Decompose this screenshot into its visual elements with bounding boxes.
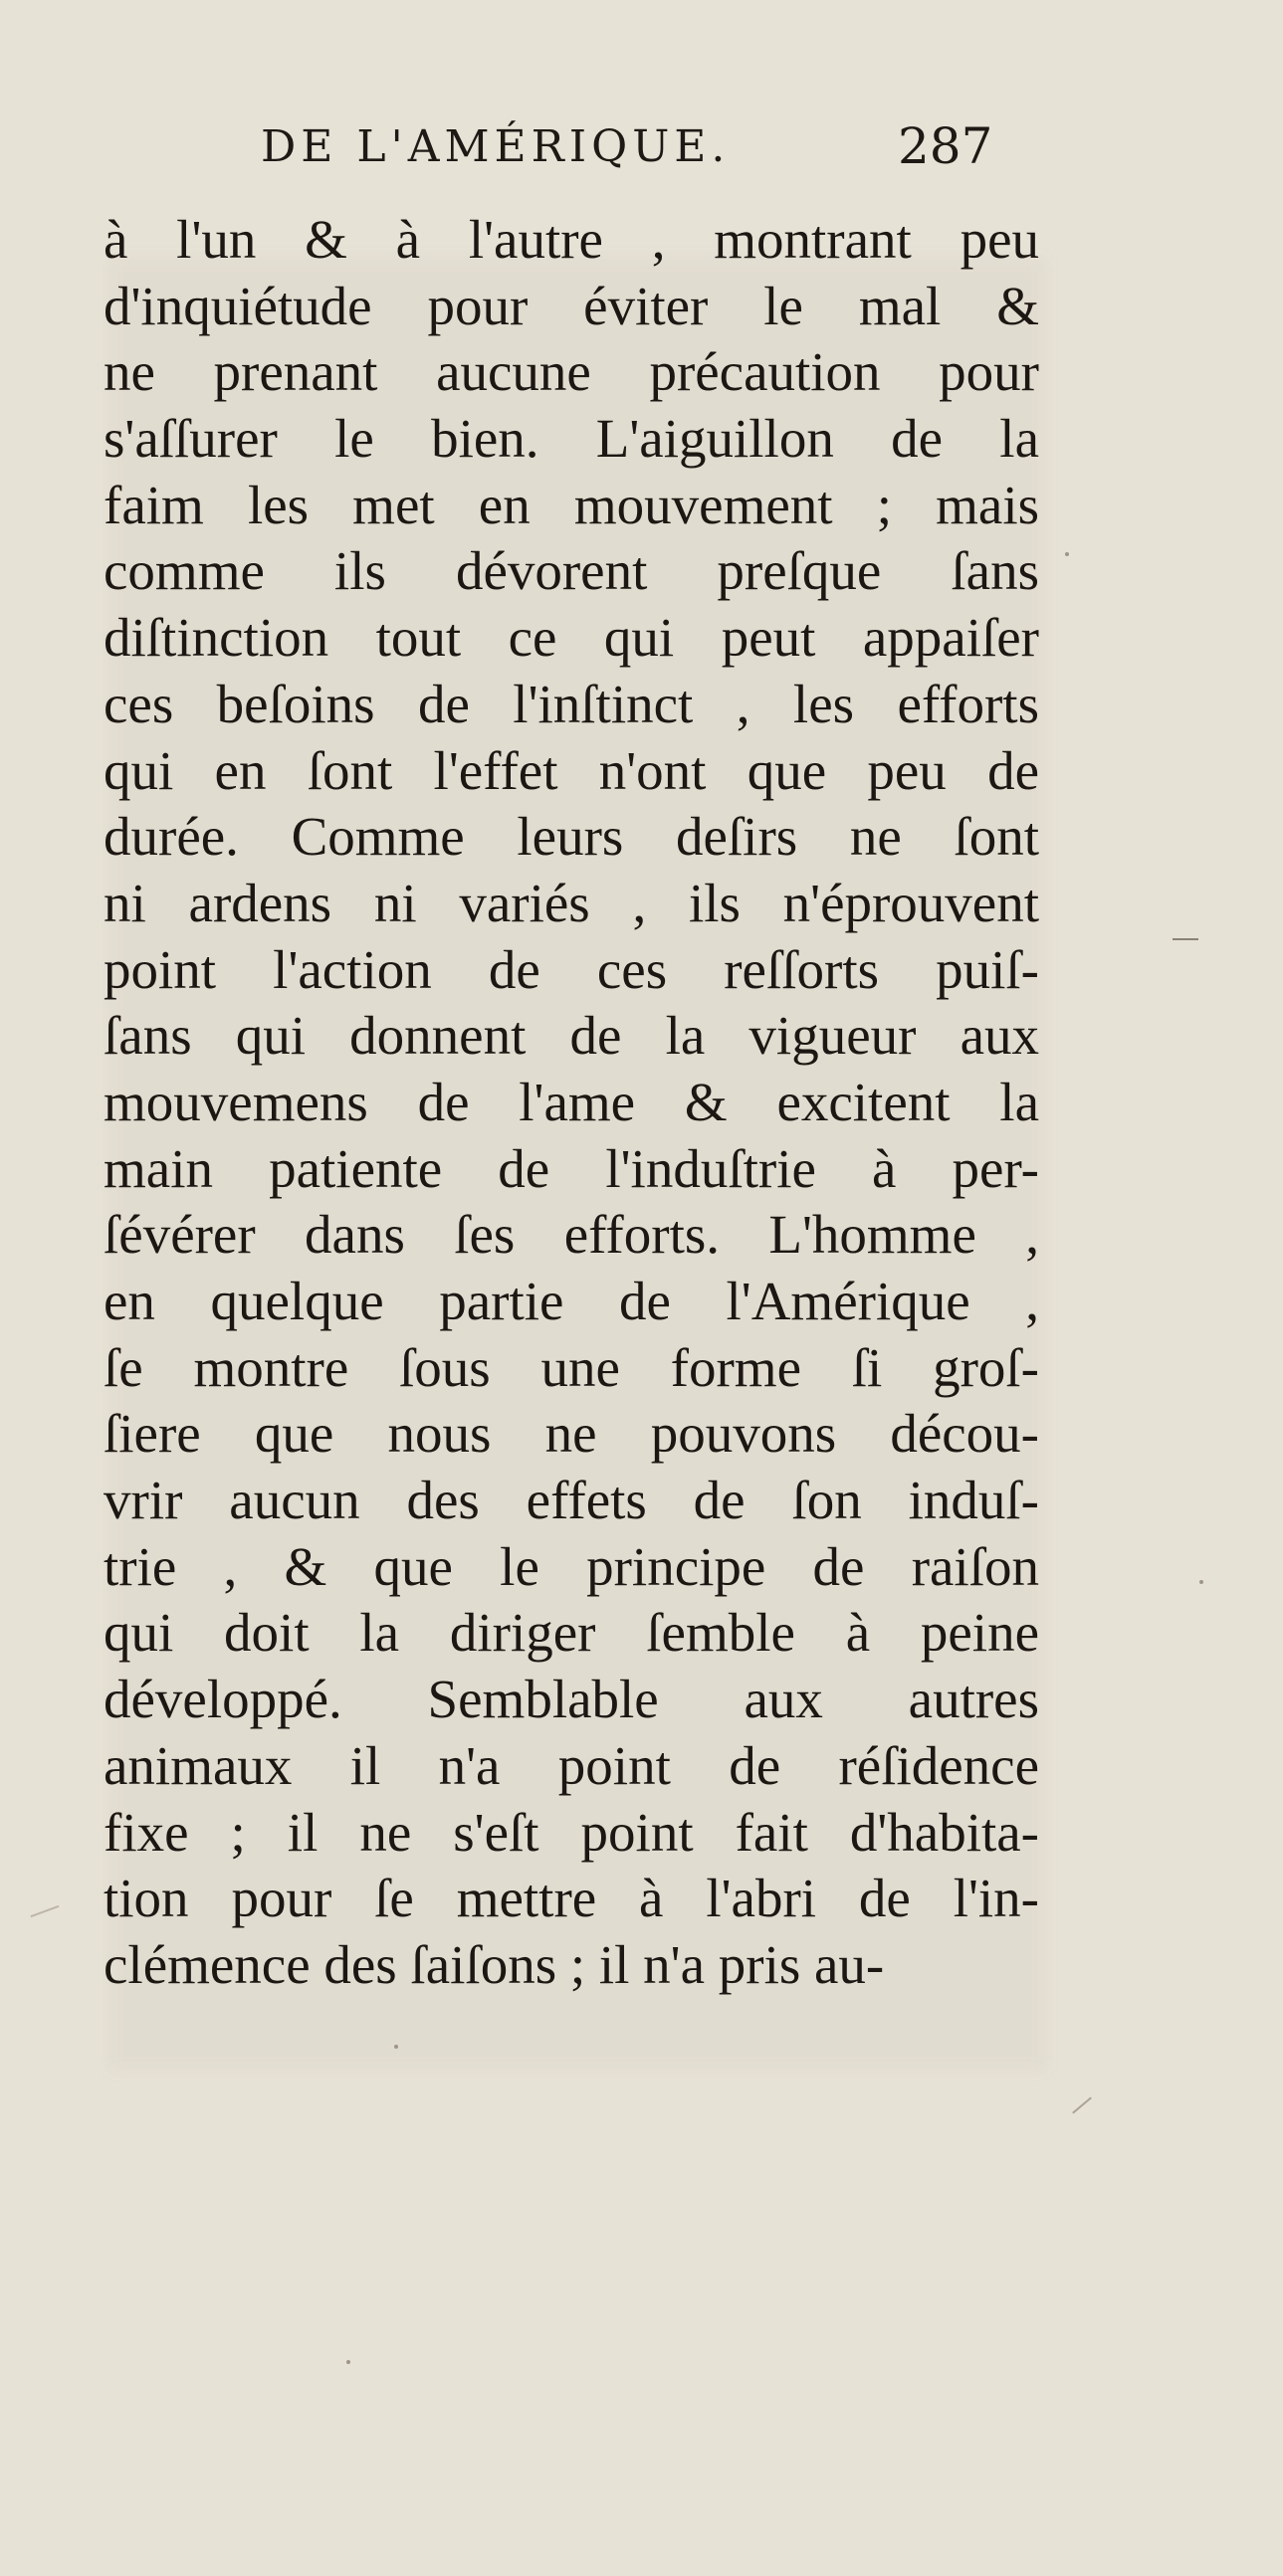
text-line: ni ardens ni variés , ils n'éprouvent: [104, 872, 1039, 933]
text-line: faim les met en mouvement ; mais: [104, 474, 1039, 535]
text-line: point l'action de ces reſſorts puiſ-: [104, 938, 1039, 1000]
text-line: qui en ſont l'effet n'ont que peu de: [104, 739, 1039, 801]
text-line: animaux il n'a point de réſidence: [104, 1734, 1039, 1796]
text-line: ſans qui donnent de la vigueur aux: [104, 1005, 1039, 1067]
text-line: en quelque partie de l'Amérique ,: [104, 1271, 1039, 1331]
speck: [1065, 552, 1069, 556]
text-line: clémence des ſaiſons ; il n'a pris au-: [104, 1933, 885, 1995]
paper-mark: [1072, 2097, 1092, 2114]
text-line: ne prenant aucune précaution pour: [104, 341, 1039, 403]
text-line: vrir aucun des effets de ſon induſ-: [104, 1470, 1039, 1531]
speck: [346, 2360, 350, 2364]
text-line: ſévérer dans ſes efforts. L'homme ,: [104, 1204, 1039, 1266]
text-line: développé. Semblable aux autres: [104, 1669, 1039, 1730]
margin-mark: [1173, 938, 1198, 940]
body-text: [104, 207, 1039, 1999]
text-line: trie , & que le principe de raiſon: [104, 1535, 1039, 1597]
text-line: à l'un & à l'autre , montrant peu: [104, 209, 1039, 270]
text-line: d'inquiétude pour éviter le mal &: [104, 275, 1039, 336]
running-title: DE L'AMÉRIQUE.: [261, 121, 731, 172]
paper-mark: [31, 1905, 60, 1917]
speck: [1199, 1580, 1203, 1584]
text-line: comme ils dévorent preſque ſans: [104, 540, 1039, 602]
text-line: fixe ; il ne s'eſt point fait d'habita-: [104, 1801, 1039, 1863]
text-line: durée. Comme leurs deſirs ne ſont: [104, 806, 1039, 868]
page-number: 287: [898, 117, 993, 175]
text-line: tion pour ſe mettre à l'abri de l'in-: [104, 1868, 1039, 1929]
text-line: ſiere que nous ne pouvons décou-: [104, 1403, 1039, 1465]
text-line: ces beſoins de l'inſtinct , les efforts: [104, 673, 1039, 734]
text-line: qui doit la diriger ſemble à peine: [104, 1602, 1039, 1664]
text-line: s'aſſurer le bien. L'aiguillon de la: [104, 408, 1039, 470]
running-head: [0, 117, 1283, 201]
text-line: diſtinction tout ce qui peut appaiſer: [104, 607, 1039, 669]
speck: [394, 2045, 398, 2049]
text-line: ſe montre ſous une forme ſi groſ-: [104, 1336, 1039, 1398]
text-line: mouvemens de l'ame & excitent la: [104, 1071, 1039, 1132]
text-line: main patiente de l'induſtrie à per-: [104, 1137, 1039, 1199]
